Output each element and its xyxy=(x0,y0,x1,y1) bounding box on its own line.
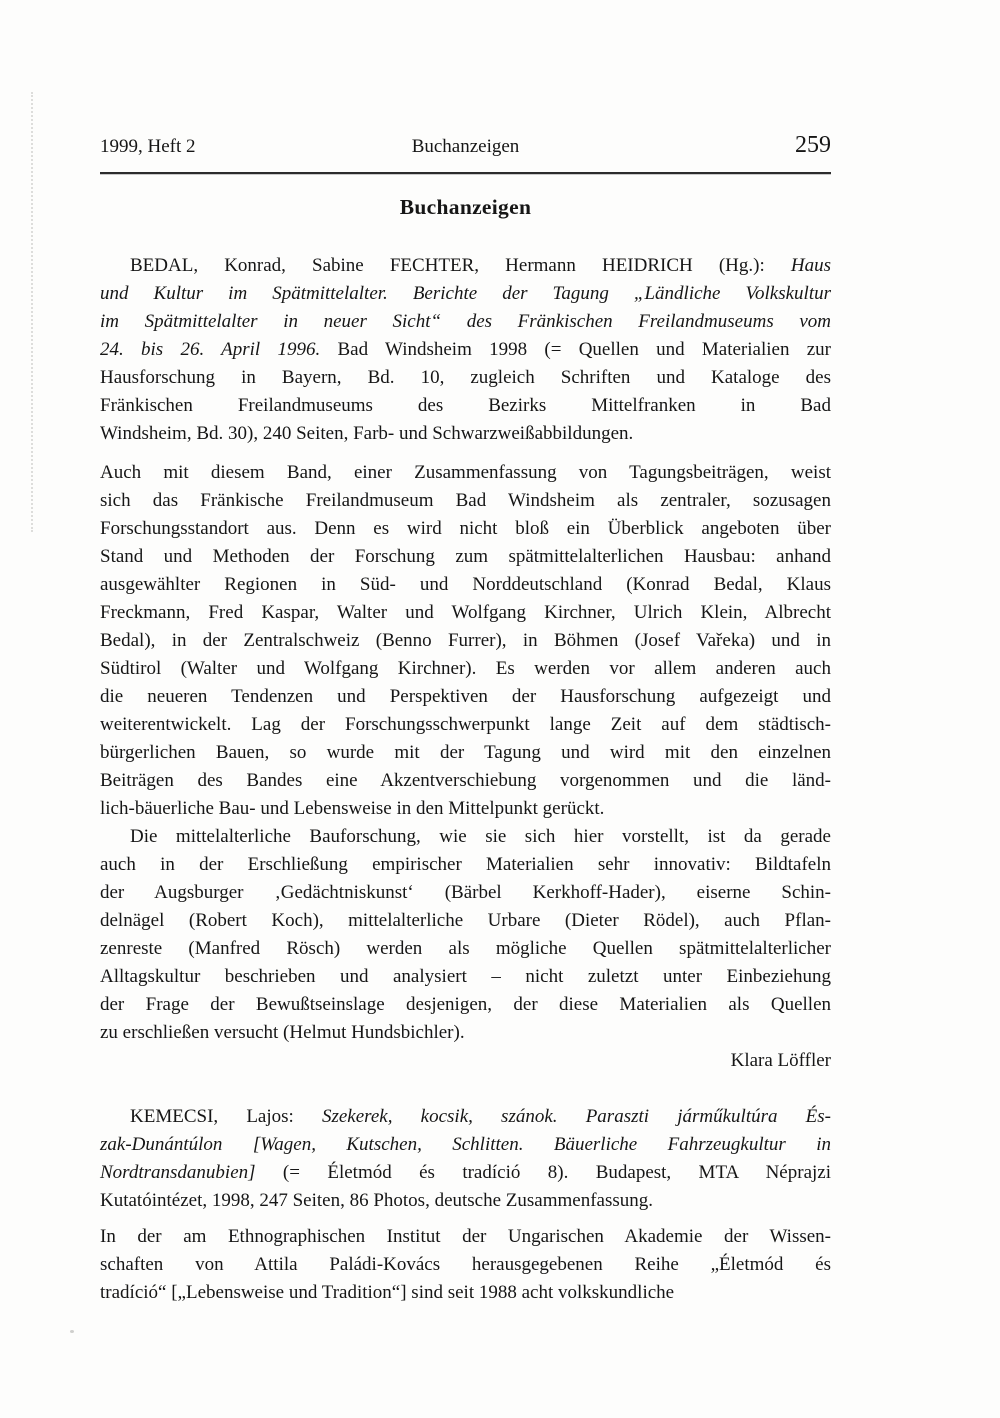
text-line: Hausforschung in Bayern, Bd. 10, zugleich Schriften und Kataloge des xyxy=(100,367,831,388)
text-line: im Spätmittelalter in neuer Sicht“ des Fränkischen Freilandmuseums vom xyxy=(100,311,831,332)
text-line: delnägel (Robert Koch), mittelalterliche Urbare (Dieter Rödel), auch Pflan- xyxy=(100,910,831,931)
text-line: zu erschließen versucht (Helmut Hundsbichler). xyxy=(100,1022,465,1043)
text-line: schaften von Attila Paládi-Kovács herausgegebenen Reihe „Életmód és xyxy=(100,1254,831,1275)
scan-artifact-dotted-line xyxy=(31,92,33,532)
paragraph xyxy=(100,823,831,1047)
text-line: KEMECSI, Lajos: Szekerek, kocsik, szánok. Paraszti járműkultúra És- xyxy=(130,1106,831,1127)
text-line: Bedal), in der Zentralschweiz (Benno Furrer), in Böhmen (Josef Vařeka) und in xyxy=(100,630,831,651)
text-line: Auch mit diesem Band, einer Zusammenfassung von Tagungsbeiträgen, weist xyxy=(100,462,831,483)
section-title: Buchanzeigen xyxy=(399,195,532,219)
text-line: lich-bäuerliche Bau- und Lebensweise in den Mittelpunkt gerückt. xyxy=(100,798,605,819)
text-line: tradíció“ [„Lebensweise und Tradition“] sind seit 1988 acht volkskundliche xyxy=(100,1282,675,1303)
text-line: und Kultur im Spätmittelalter. Berichte der Tagung „Ländliche Volkskultur xyxy=(100,283,831,304)
text-line: Kutatóintézet, 1998, 247 Seiten, 86 Photos, deutsche Zusammenfassung. xyxy=(100,1190,654,1211)
text-line: bürgerlichen Bauen, so wurde mit der Tagung und wird mit den einzelnen xyxy=(100,742,831,763)
header-rule xyxy=(100,172,831,174)
text-line: auch in der Erschließung empirischer Materialien sehr innovativ: Bildtafeln xyxy=(100,854,831,875)
header-running-title: Buchanzeigen xyxy=(411,136,520,157)
reviewer-signature: Klara Löffler xyxy=(730,1050,831,1071)
text-line: zak-Dunántúlon [Wagen, Kutschen, Schlitten. Bäuerliche Fahrzeugkultur in xyxy=(100,1134,831,1155)
text-line: die neueren Tendenzen und Perspektiven der Hausforschung aufgezeigt und xyxy=(100,686,831,707)
text-line: Fränkischen Freilandmuseums des Bezirks Mittelfranken in Bad xyxy=(100,395,831,416)
text-line: BEDAL, Konrad, Sabine FECHTER, Hermann HEIDRICH (Hg.): Haus xyxy=(130,255,831,276)
text-line: Nordtransdanubien] (= Életmód és tradíció 8). Budapest, MTA Néprajzi xyxy=(100,1162,831,1183)
text-line: 24. bis 26. April 1996. Bad Windsheim 1998 (= Quellen und Materialien zur xyxy=(100,339,831,360)
text-line: Forschungsstandort aus. Denn es wird nicht bloß ein Überblick angeboten über xyxy=(100,518,831,539)
text-line: der Frage der Bewußtseinslage desjenigen, der diese Materialien als Quellen xyxy=(100,994,831,1015)
scan-artifact-speck xyxy=(70,1330,74,1333)
text-line: In der am Ethnographischen Institut der Ungarischen Akademie der Wissen- xyxy=(100,1226,831,1247)
paragraph xyxy=(100,1103,831,1215)
text-line: ausgewählter Regionen in Süd- und Norddeutschland (Konrad Bedal, Klaus xyxy=(100,574,831,595)
text-line: Die mittelalterliche Bauforschung, wie sie sich hier vorstellt, ist da gerade xyxy=(130,826,831,847)
text-line: Freckmann, Fred Kaspar, Walter und Wolfgang Kirchner, Ulrich Klein, Albrecht xyxy=(100,602,831,623)
text-line: Beiträgen des Bandes eine Akzentverschiebung vorgenommen und die länd- xyxy=(100,770,831,791)
text-line: der Augsburger ‚Gedächtniskunst‘ (Bärbel Kerkhoff-Hader), eiserne Schin- xyxy=(100,882,831,903)
text-line: weiterentwickelt. Lag der Forschungsschwerpunkt lange Zeit auf dem städtisch- xyxy=(100,714,831,735)
header-page-number: 259 xyxy=(795,132,832,158)
text-line: Südtirol (Walter und Wolfgang Kirchner). Es werden vor allem anderen auch xyxy=(100,658,831,679)
text-line: Windsheim, Bd. 30), 240 Seiten, Farb- und Schwarzweißabbildungen. xyxy=(100,423,634,444)
text-line: sich das Fränkische Freilandmuseum Bad Windsheim als zentraler, sozusagen xyxy=(100,490,831,511)
text-column xyxy=(100,133,831,1307)
text-line: Stand und Methoden der Forschung zum spätmittelalterlichen Hausbau: anhand xyxy=(100,546,831,567)
header-issue: 1999, Heft 2 xyxy=(100,136,196,157)
text-line: zenreste (Manfred Rösch) werden als mögliche Quellen spätmittelalterlicher xyxy=(100,938,831,959)
page-header xyxy=(100,133,831,159)
paragraph xyxy=(100,1223,831,1307)
paragraph xyxy=(100,459,831,823)
body-text xyxy=(100,252,831,1307)
paragraph xyxy=(100,252,831,448)
text-line: Alltagskultur beschrieben und analysiert – nicht zuletzt unter Einbeziehung xyxy=(100,966,831,987)
